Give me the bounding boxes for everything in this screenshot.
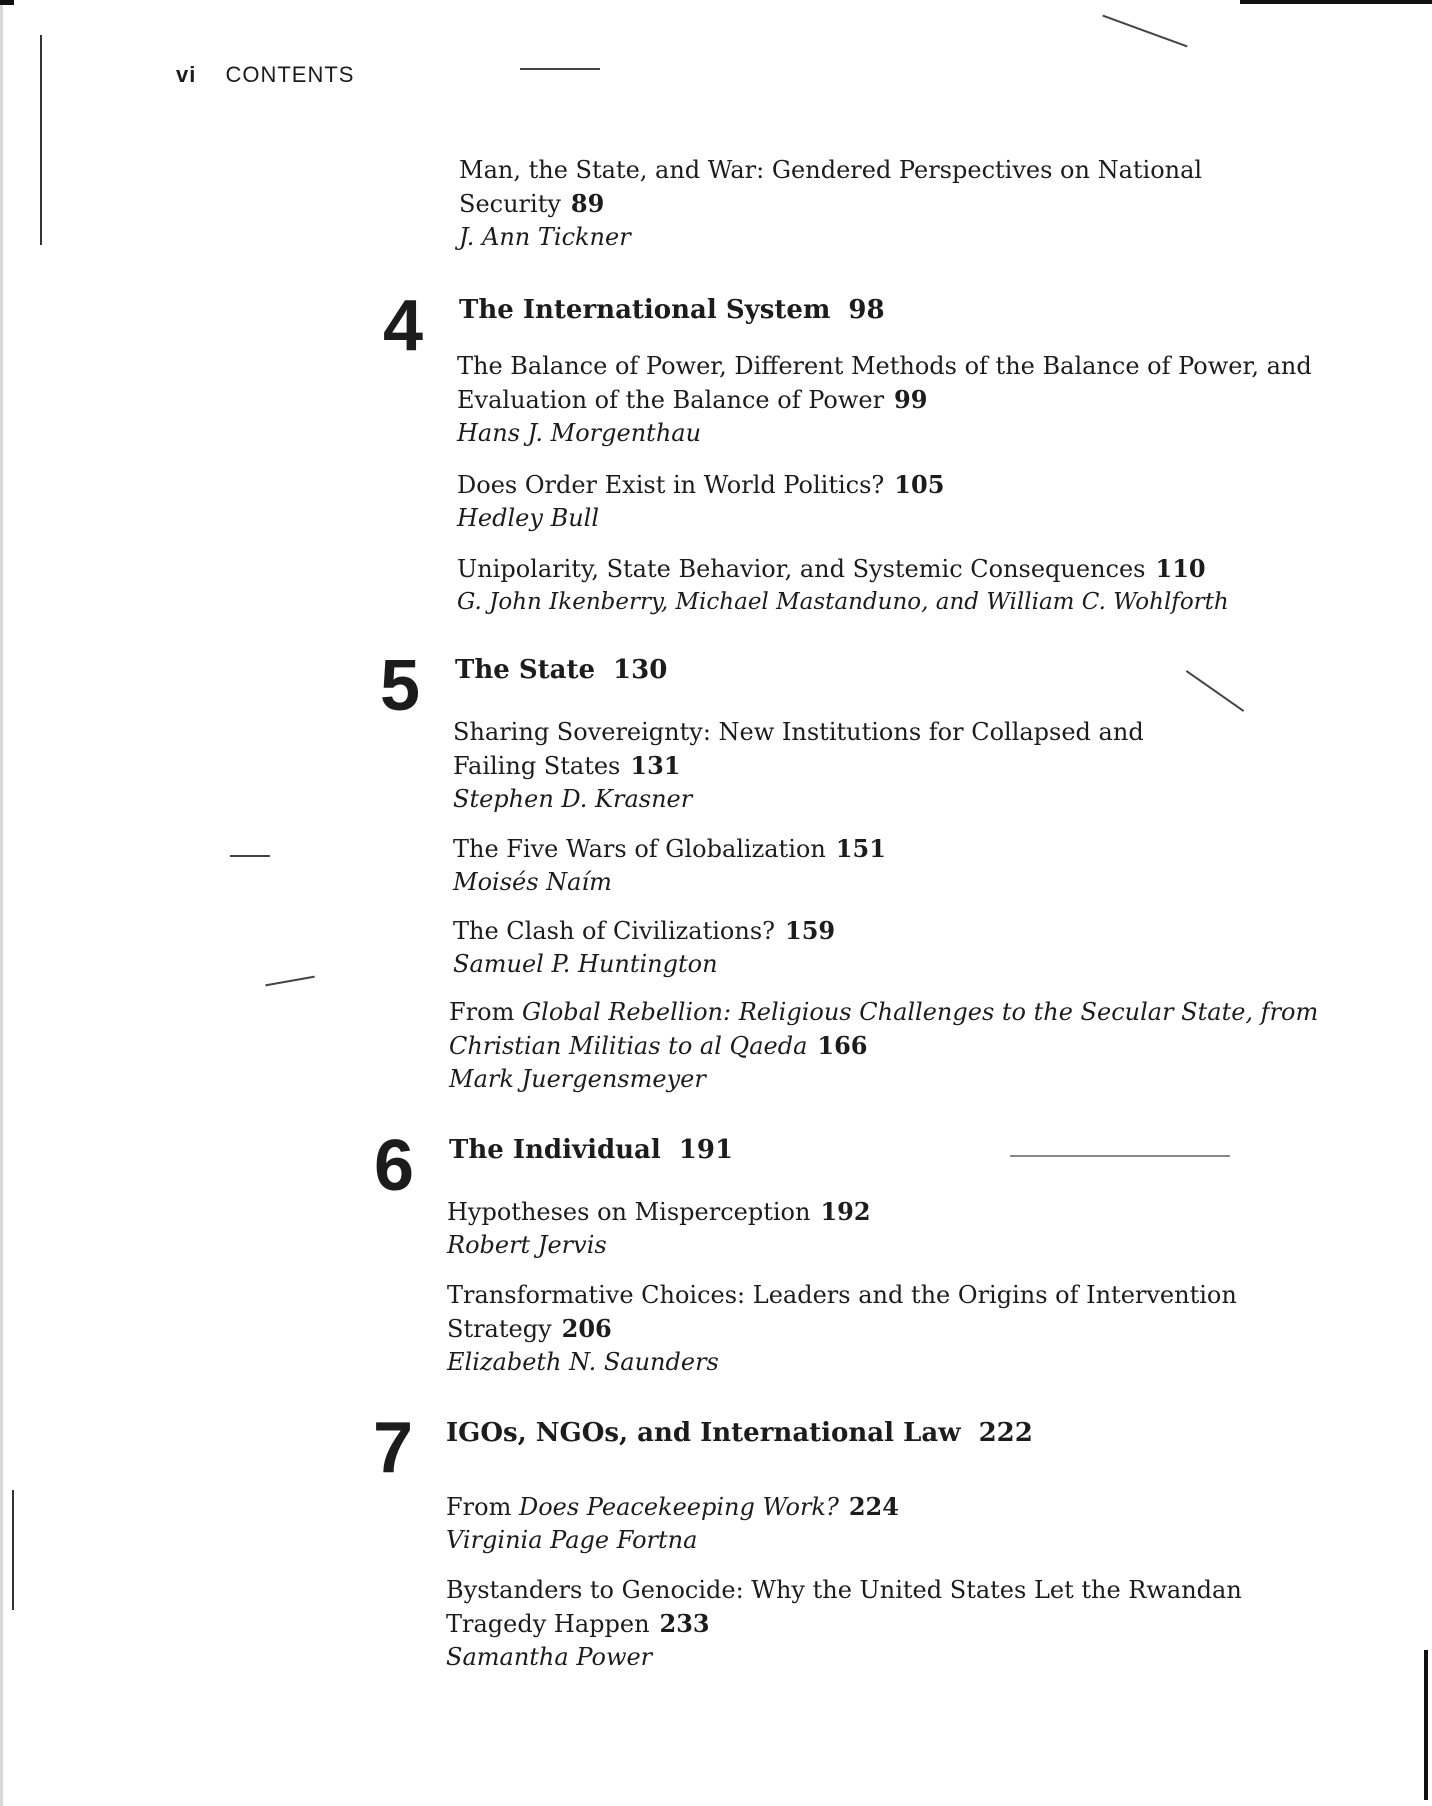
entry-page: 110: [1155, 554, 1206, 583]
entry-author: Virginia Page Fortna: [446, 1526, 698, 1554]
entry-page: 159: [785, 916, 836, 945]
entry-author: Stephen D. Krasner: [453, 785, 693, 813]
entry-title: The Clash of Civilizations? 159: [453, 916, 836, 945]
scan-mark-left-2: [12, 1490, 14, 1610]
chapter-number-6: 6: [374, 1126, 415, 1206]
running-head: CONTENTS: [225, 62, 355, 87]
entry-page: 131: [630, 751, 681, 780]
page-header: [176, 62, 354, 88]
speck-6: [1010, 1155, 1230, 1157]
toc-entry-huntington: [453, 914, 1313, 981]
entry-author: J. Ann Tickner: [459, 223, 631, 251]
entry-title: Man, the State, and War: Gendered Perspectives on National Security 89: [459, 156, 1203, 218]
chapter-page: 191: [678, 1135, 734, 1165]
chapter-number-4: 4: [383, 286, 424, 366]
toc-entry-saunders: [447, 1279, 1327, 1379]
entry-page: 224: [848, 1492, 899, 1521]
toc-entry-naim: [453, 832, 1313, 899]
entry-title: Does Order Exist in World Politics? 105: [457, 470, 945, 499]
entry-author: G. John Ikenberry, Michael Mastanduno, and William C. Wohlforth: [457, 589, 1229, 615]
entry-author: Moisés Naím: [453, 868, 612, 896]
speck-5: [265, 976, 315, 987]
scan-mark-right: [1424, 1650, 1428, 1800]
entry-author: Robert Jervis: [447, 1231, 607, 1259]
scan-mark-left: [40, 35, 42, 245]
speck-1: [520, 68, 600, 70]
toc-entry-bull: [457, 468, 1317, 535]
toc-entry-morgenthau: [457, 350, 1317, 450]
page-folio: vi: [176, 62, 197, 87]
entry-page: 89: [570, 189, 605, 218]
entry-title: Bystanders to Genocide: Why the United States Let the Rwandan Tragedy Happen 233: [446, 1576, 1242, 1638]
chapter-number-5: 5: [380, 646, 421, 726]
chapter-title-6: The Individual 191: [449, 1135, 734, 1165]
chapter-title-4: The International System 98: [459, 295, 885, 325]
chapter-title-5: The State 130: [455, 655, 668, 685]
entry-page: 105: [894, 470, 945, 499]
scan-edge-top-right: [1240, 0, 1432, 4]
entry-author: Samantha Power: [446, 1643, 653, 1671]
speck-3: [1186, 670, 1244, 712]
entry-title: Unipolarity, State Behavior, and Systemic Consequences 110: [457, 554, 1206, 583]
chapter-number-7: 7: [373, 1408, 414, 1488]
entry-page: 192: [820, 1197, 871, 1226]
toc-entry-power: [446, 1574, 1306, 1674]
entry-title: From Global Rebellion: Religious Challenges to the Secular State, from Christian Militias to al Qaeda 166: [449, 998, 1319, 1060]
entry-title: The Five Wars of Globalization 151: [453, 834, 886, 863]
entry-title: Transformative Choices: Leaders and the Origins of Intervention Strategy 206: [447, 1281, 1237, 1343]
chapter-page: 98: [848, 295, 885, 325]
toc-entry-juergensmeyer: [449, 996, 1329, 1096]
scan-edge-left: [0, 0, 3, 1806]
entry-title: Sharing Sovereignty: New Institutions for Collapsed and Failing States 131: [453, 718, 1144, 780]
speck-2: [1102, 15, 1187, 48]
scan-edge-top-left: [0, 0, 14, 5]
entry-author: Elizabeth N. Saunders: [447, 1348, 719, 1376]
toc-entry-fortna: [446, 1490, 1306, 1557]
entry-page: 166: [817, 1031, 868, 1060]
entry-author: Hans J. Morgenthau: [457, 419, 702, 447]
entry-author: Mark Juergensmeyer: [449, 1065, 706, 1093]
entry-title: The Balance of Power, Different Methods of the Balance of Power, and Evaluation of the Balance of Power 99: [457, 352, 1312, 414]
entry-author: Hedley Bull: [457, 504, 600, 532]
entry-page: 151: [835, 834, 886, 863]
entry-page: 233: [659, 1609, 710, 1638]
toc-entry-jervis: [447, 1195, 1307, 1262]
entry-title: From Does Peacekeeping Work? 224: [446, 1492, 899, 1521]
entry-title: Hypotheses on Misperception 192: [447, 1197, 871, 1226]
toc-entry-krasner: [453, 716, 1153, 816]
chapter-page: 130: [613, 655, 668, 685]
toc-entry-tickner: [459, 154, 1299, 254]
speck-4: [230, 855, 270, 857]
chapter-page: 222: [978, 1418, 1033, 1448]
entry-page: 206: [561, 1314, 612, 1343]
toc-entry-ikenberry: [457, 552, 1337, 619]
entry-page: 99: [894, 385, 928, 414]
chapter-title-7: IGOs, NGOs, and International Law 222: [446, 1418, 1033, 1448]
entry-author: Samuel P. Huntington: [453, 950, 718, 978]
